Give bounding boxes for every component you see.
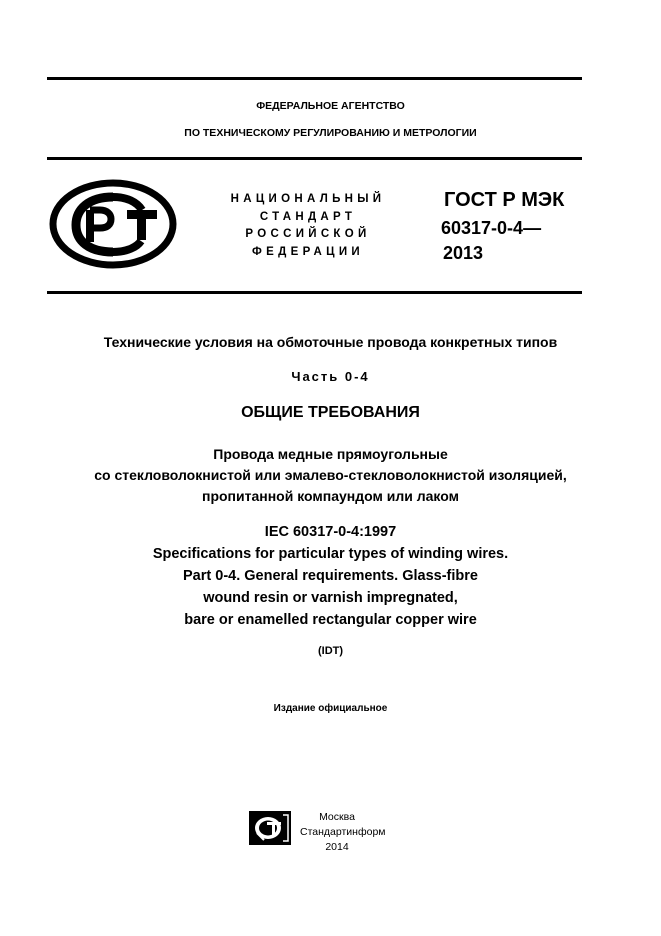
subtitle-block (0, 444, 661, 507)
national-standard-block (208, 191, 408, 261)
publisher-block (300, 810, 386, 855)
national-line: ФЕДЕРАЦИИ (252, 245, 364, 258)
designation-line-2: 60317-0-4— (441, 218, 542, 238)
publisher-year: 2014 (325, 841, 349, 853)
national-line: РОССИЙСКОЙ (245, 228, 371, 240)
publisher-name: Стандартинформ (300, 826, 386, 838)
english-line: bare or enamelled rectangular copper wire (184, 612, 477, 628)
english-line: IEC 60317-0-4:1997 (264, 524, 397, 540)
subtitle-line: со стекловолокнистой или эмалево-стекловолокнистой изоляцией, (94, 467, 567, 483)
english-line: Specifications for particular types of winding wires. (152, 546, 509, 562)
subtitle-line: Провода медные прямоугольные (213, 446, 448, 462)
edition-label: Издание официальное (273, 703, 388, 714)
designation-line-1: ГОСТ Р МЭК (444, 189, 565, 211)
top-rule (47, 77, 582, 80)
requirements-title: ОБЩИЕ ТРЕБОВАНИЯ (241, 404, 420, 421)
standartinform-logo-icon (248, 810, 292, 851)
english-line: wound resin or varnish impregnated, (203, 590, 458, 606)
national-line: СТАНДАРТ (259, 210, 357, 223)
english-line: Part 0-4. General requirements. Glass-fibre (183, 568, 478, 584)
bottom-rule (47, 291, 582, 294)
subtitle-line: пропитанной компаундом или лаком (202, 488, 459, 504)
designation-line-3: 2013 (443, 243, 484, 263)
rst-certification-logo-icon (49, 179, 177, 274)
general-title: Технические условия на обмоточные провода конкретных типов (103, 334, 558, 350)
idt-label: (IDT) (317, 645, 344, 657)
publisher-city: Москва (319, 811, 355, 823)
middle-rule (47, 157, 582, 160)
agency-line-1: ФЕДЕРАЛЬНОЕ АГЕНТСТВО (256, 100, 405, 112)
part-title: Часть 0-4 (291, 369, 370, 384)
agency-line-2: ПО ТЕХНИЧЕСКОМУ РЕГУЛИРОВАНИЮ И МЕТРОЛОГИИ (184, 127, 477, 139)
english-title-block (0, 521, 661, 631)
national-line: НАЦИОНАЛЬНЫЙ (230, 193, 386, 205)
